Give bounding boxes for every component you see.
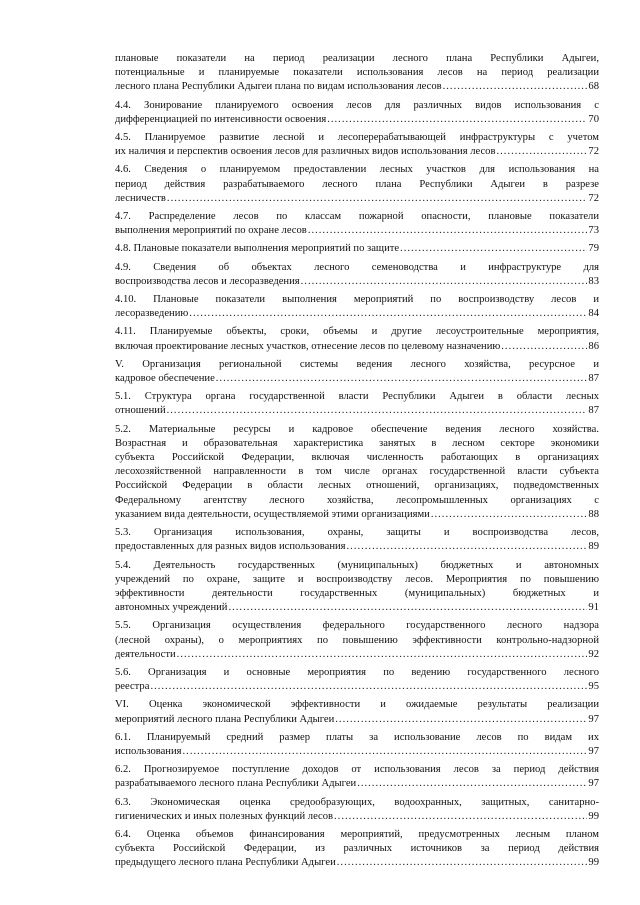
toc-entry-last-line — [115, 810, 599, 824]
toc-entry-last-line — [115, 745, 599, 759]
toc-entry-title-end: их наличия и перспектив освоения лесов для различных видов использования лесов — [115, 146, 496, 158]
toc-page-number: 84 — [588, 308, 599, 320]
toc-entry[interactable] — [115, 390, 599, 418]
toc-entry-title-end: кадровое обеспечение — [115, 373, 215, 385]
toc-entry-lines — [115, 526, 599, 540]
toc-page-number: 79 — [588, 243, 599, 255]
toc-entry-lines — [115, 163, 599, 191]
toc-entry[interactable] — [115, 293, 599, 321]
toc-page-number: 97 — [588, 713, 599, 725]
toc-entry-lines — [115, 796, 599, 810]
toc-entry-title-end: мероприятий лесного плана Республики Адыгеи — [115, 713, 335, 725]
toc-page-number: 68 — [588, 81, 599, 93]
dot-leader — [431, 508, 588, 522]
toc-entry-last-line — [115, 113, 599, 127]
toc-entry-line: 5.1. Структура органа государственной власти Республики Адыгеи в области лесных — [115, 391, 599, 403]
dot-leader — [177, 648, 588, 662]
toc-entry-last-line — [115, 372, 599, 386]
toc-entry-line: 5.4. Деятельность государственных (муниципальных) бюджетных и автономных — [115, 559, 599, 571]
toc-entry-lines — [115, 52, 599, 80]
toc-entry-lines — [115, 423, 599, 508]
toc-entry-lines — [115, 731, 599, 745]
toc-entry-title-end: включая проектирование лесных участков, отнесение лесов по целевому назначению — [115, 340, 501, 352]
toc-entry-lines — [115, 559, 599, 602]
toc-entry[interactable] — [115, 619, 599, 662]
toc-entry-lines — [115, 261, 599, 275]
toc-entry-title-end: предыдущего лесного плана Республики Адыгеи — [115, 857, 336, 869]
toc-entry-line: 4.5. Планируемое развитие лесной и лесоперерабатывающей инфраструктуры с учетом — [115, 132, 599, 144]
toc-entry-line: 5.6. Организация и основные мероприятия по ведению государственного лесного — [115, 666, 599, 678]
dot-leader — [183, 745, 588, 759]
toc-entry-last-line — [115, 713, 599, 727]
toc-entry[interactable] — [115, 559, 599, 616]
toc-page-number: 73 — [588, 225, 599, 237]
toc-entry-title-end: автономных учреждений — [115, 602, 228, 614]
toc-entry[interactable] — [115, 131, 599, 159]
toc-page-number: 87 — [588, 373, 599, 385]
toc-list — [115, 52, 599, 871]
dot-leader — [400, 242, 587, 256]
dot-leader — [347, 540, 588, 554]
dot-leader — [216, 372, 588, 386]
toc-page-number: 86 — [588, 340, 599, 352]
toc-entry-line: V. Организация региональной системы ведения лесного хозяйства, ресурсное и — [115, 358, 599, 370]
toc-entry-line: 4.7. Распределение лесов по классам пожарной опасности, плановые показатели — [115, 211, 599, 223]
toc-entry-title-end: 4.8. Плановые показатели выполнения мероприятий по защите — [115, 243, 400, 255]
toc-page-number: 88 — [588, 508, 599, 520]
toc-entry[interactable] — [115, 423, 599, 522]
dot-leader — [357, 777, 587, 791]
dot-leader — [496, 145, 587, 159]
toc-entry-last-line — [115, 601, 599, 615]
toc-entry-last-line — [115, 242, 599, 256]
dot-leader — [167, 192, 587, 206]
toc-entry[interactable] — [115, 52, 599, 95]
toc-entry-last-line — [115, 540, 599, 554]
dot-leader — [228, 601, 587, 615]
dot-leader — [301, 275, 588, 289]
toc-entry-lines — [115, 619, 599, 647]
toc-entry-line: (лесной охраны), о мероприятиях по повышению эффективности контрольно-надзорной — [115, 634, 599, 646]
toc-page-number: 91 — [588, 602, 599, 614]
toc-entry-lines — [115, 131, 599, 145]
toc-entry-line: Федеральному агентству лесного хозяйства, лесопромышленных организациях с — [115, 494, 599, 506]
toc-page-number: 70 — [588, 113, 599, 125]
toc-entry-lines — [115, 698, 599, 712]
toc-entry[interactable] — [115, 325, 599, 353]
toc-entry-last-line — [115, 856, 599, 870]
toc-entry[interactable] — [115, 526, 599, 554]
toc-entry-title-end: воспроизводства лесов и лесоразведения — [115, 275, 300, 287]
dot-leader — [327, 113, 587, 127]
toc-entry-line: лесохозяйственной направленности в том числе органах государственной власти субъекта — [115, 466, 599, 478]
toc-entry-last-line — [115, 680, 599, 694]
toc-entry-line: плановые показатели на период реализации лесного плана Республики Адыгеи, — [115, 53, 599, 64]
toc-entry-line: потенциальные и планируемые показатели использования лесов на период реализации — [115, 67, 599, 79]
table-of-contents — [115, 52, 599, 875]
toc-page-number: 97 — [588, 778, 599, 790]
toc-entry[interactable] — [115, 210, 599, 238]
toc-entry-title-end: дифференциацией по интенсивности освоения — [115, 113, 327, 125]
toc-entry-last-line — [115, 340, 599, 354]
toc-entry-title-end: указанием вида деятельности, осуществляемой этими организациями — [115, 508, 430, 520]
toc-entry[interactable] — [115, 261, 599, 289]
toc-entry-line: 6.3. Экономическая оценка средообразующих, водоохранных, защитных, санитарно- — [115, 796, 599, 808]
toc-entry-lines — [115, 390, 599, 404]
toc-entry-title-end: отношений — [115, 405, 166, 417]
toc-page-number: 72 — [588, 146, 599, 158]
toc-entry-title-end: выполнения мероприятий по охране лесов — [115, 225, 307, 237]
toc-page-number: 87 — [588, 405, 599, 417]
dot-leader — [150, 680, 587, 694]
toc-entry[interactable] — [115, 99, 599, 127]
toc-entry-line: 4.4. Зонирование планируемого освоения лесов для различных видов использования с — [115, 99, 599, 111]
toc-entry-lines — [115, 828, 599, 856]
toc-entry[interactable] — [115, 358, 599, 386]
toc-entry-lines — [115, 666, 599, 680]
toc-entry[interactable] — [115, 163, 599, 206]
toc-entry-last-line — [115, 145, 599, 159]
toc-entry-line: учреждений по охране, защите и воспроизводству лесов. Мероприятия по повышению — [115, 573, 599, 585]
toc-entry-line: 4.6. Сведения о планируемом предоставлении лесных участков для использования на — [115, 164, 599, 176]
toc-entry-line: эффективности деятельности государственных (муниципальных) бюджетных и — [115, 587, 599, 599]
toc-entry-title-end: разрабатываемого лесного плана Республики Адыгеи — [115, 778, 357, 790]
toc-entry-title-end: реестра — [115, 681, 150, 693]
toc-entry-title-end: деятельности — [115, 648, 176, 660]
toc-entry-title-end: лесного плана Республики Адыгеи плана по видам использования лесов — [115, 81, 442, 93]
toc-entry-line: 4.9. Сведения об объектах лесного семеноводства и инфраструктуре для — [115, 261, 599, 273]
toc-entry-last-line — [115, 777, 599, 791]
toc-entry-line: 6.2. Прогнозируемое поступление доходов от использования лесов за период действия — [115, 764, 599, 776]
toc-entry-last-line — [115, 404, 599, 418]
toc-entry-line: Российской Федерации в области лесных отношений, организациях, подведомственных — [115, 480, 599, 492]
toc-entry-last-line — [115, 224, 599, 238]
dot-leader — [443, 80, 588, 94]
toc-entry-line: период действия разрабатываемого лесного плана Республики Адыгеи в разрезе — [115, 178, 599, 190]
dot-leader — [189, 307, 587, 321]
toc-entry[interactable] — [115, 796, 599, 824]
dot-leader — [501, 340, 587, 354]
toc-entry-title-end: лесоразведению — [115, 308, 189, 320]
toc-entry-line: VI. Оценка экономической эффективности и ожидаемые результаты реализации — [115, 699, 599, 711]
dot-leader — [334, 810, 587, 824]
toc-entry-lines — [115, 763, 599, 777]
toc-entry[interactable] — [115, 731, 599, 759]
dot-leader — [337, 856, 588, 870]
dot-leader — [167, 404, 588, 418]
toc-entry[interactable] — [115, 763, 599, 791]
toc-entry-line: субъекта Российской Федерации, из различных источников за период действия — [115, 843, 599, 855]
toc-entry-line: 6.1. Планируемый средний размер платы за использование лесов по видам их — [115, 731, 599, 743]
toc-entry-line: 5.2. Материальные ресурсы и кадровое обеспечение ведения лесного хозяйства. — [115, 423, 599, 435]
toc-entry-title-end: лесничеств — [115, 192, 166, 204]
toc-entry-lines — [115, 99, 599, 113]
toc-entry-last-line — [115, 508, 599, 522]
toc-entry-line: Возрастная и образовательная характеристика занятых в лесном секторе экономики — [115, 437, 599, 449]
toc-entry-last-line — [115, 648, 599, 662]
toc-entry-line: 6.4. Оценка объемов финансирования мероприятий, предусмотренных лесным планом — [115, 828, 599, 840]
toc-entry-lines — [115, 358, 599, 372]
toc-page-number: 95 — [588, 681, 599, 693]
toc-entry-last-line — [115, 307, 599, 321]
toc-page-number: 72 — [588, 192, 599, 204]
toc-entry-last-line — [115, 192, 599, 206]
dot-leader — [308, 224, 588, 238]
toc-entry[interactable] — [115, 666, 599, 694]
toc-page-number: 83 — [588, 275, 599, 287]
dot-leader — [335, 713, 587, 727]
toc-entry-title-end: предоставленных для разных видов использования — [115, 541, 346, 553]
toc-entry-last-line — [115, 275, 599, 289]
toc-entry-title-end: использования — [115, 745, 182, 757]
toc-entry-line: субъекта Российской Федерации, включая численность работающих в организациях — [115, 452, 599, 464]
toc-page-number: 92 — [588, 648, 599, 660]
toc-entry[interactable] — [115, 698, 599, 726]
toc-entry-line: 5.3. Организация использования, охраны, защиты и воспроизводства лесов, — [115, 527, 599, 539]
toc-page-number: 99 — [588, 810, 599, 822]
toc-entry-line: 5.5. Организация осуществления федерального государственного лесного надзора — [115, 620, 599, 632]
toc-entry-last-line — [115, 80, 599, 94]
toc-entry[interactable] — [115, 828, 599, 871]
toc-entry-lines — [115, 325, 599, 339]
toc-entry-line: 4.10. Плановые показатели выполнения мероприятий по воспроизводству лесов и — [115, 294, 599, 306]
toc-page-number: 89 — [588, 541, 599, 553]
toc-page-number: 99 — [588, 857, 599, 869]
toc-entry-lines — [115, 293, 599, 307]
toc-entry-line: 4.11. Планируемые объекты, сроки, объемы и другие лесоустроительные мероприятия, — [115, 326, 599, 338]
toc-entry[interactable] — [115, 242, 599, 256]
toc-page-number: 97 — [588, 745, 599, 757]
toc-entry-title-end: гигиенических и иных полезных функций лесов — [115, 810, 334, 822]
toc-entry-lines — [115, 210, 599, 224]
